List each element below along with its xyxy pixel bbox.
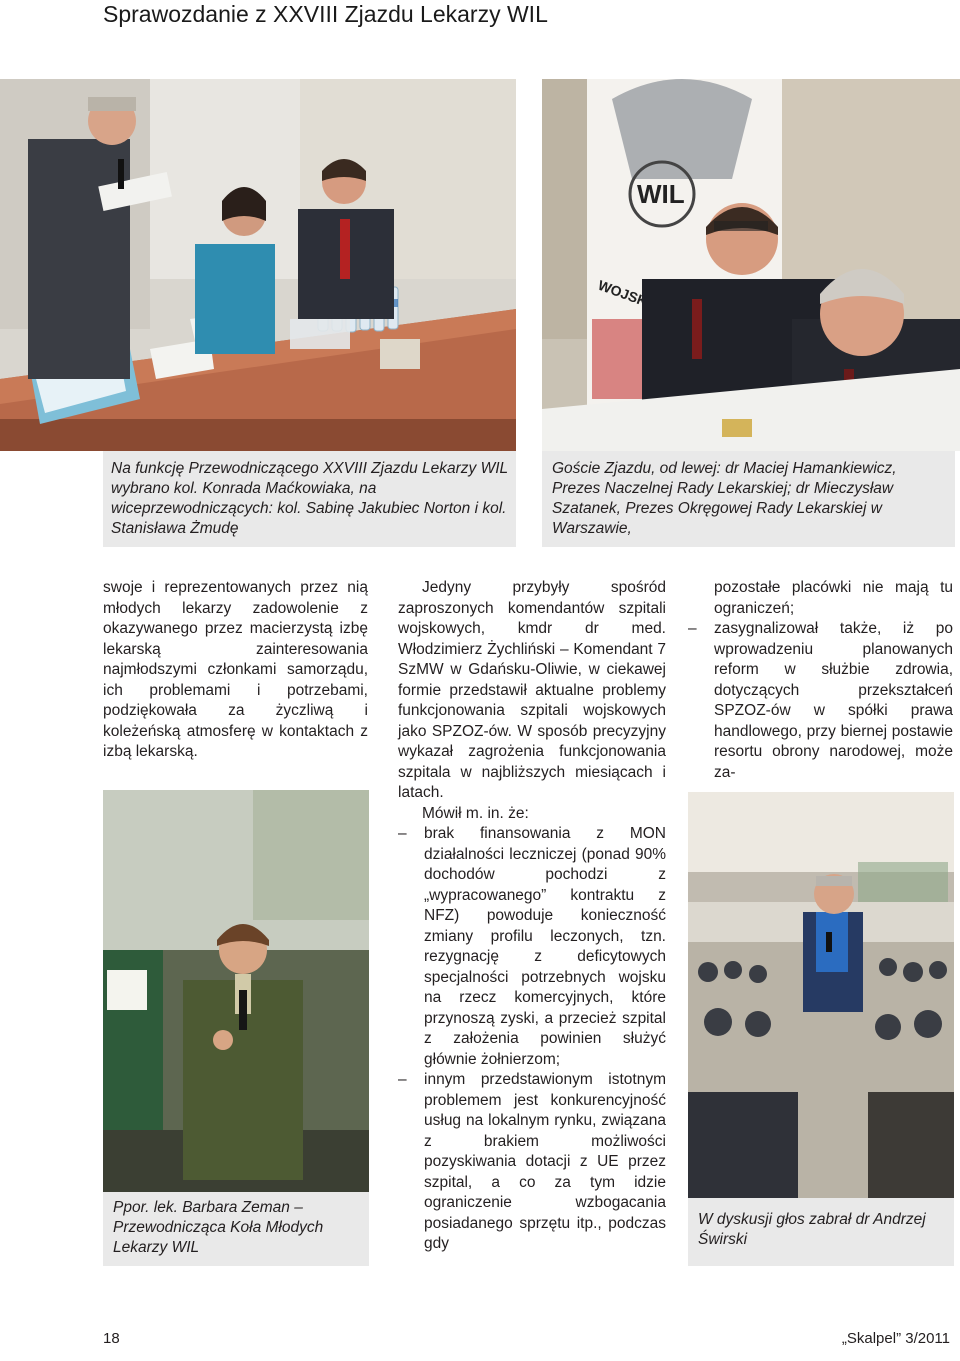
photo-guests [542,79,960,451]
bullet-text-2: innym przedstawionym istotnym problemem jest konkurencyjność usług na lokalnym rynku, związana z brakiem możliwości pozyskiwania dotacji z UE przez szpital, a co za tym idzie ograniczenie wzbogacania posiadanego sprzętu itp., podczas gdy [424,1071,666,1252]
magazine-issue: „Skalpel” 3/2011 [841,1330,950,1347]
photo-barbara-zeman-image [103,790,369,1192]
article-column-3 [688,578,953,783]
caption-mid-left-text: Ppor. lek. Barbara Zeman – Przewodnicząca Koła Młodych Lekarzy WIL [113,1199,324,1256]
caption-top-left [103,451,516,547]
banner-wil-text: WIL [637,179,685,209]
banner-sub-text: WOJSKOWA [595,276,681,321]
caption-top-right [542,451,955,547]
photo-barbara-zeman [103,790,369,1192]
caption-mid-left [103,1192,369,1266]
bullet-item [398,1070,666,1255]
photo-guests-image [542,79,960,451]
page-title: Sprawozdanie z XXVIII Zjazdu Lekarzy WIL [103,1,548,27]
article-column-2 [398,578,666,1255]
paragraph-col3-intro: pozostałe placówki nie mają tu ograniczeń; [714,579,953,617]
paragraph-col2-intro: Jedyny przybyły spośród zaproszonych komendantów szpitali wojskowych, kmdr dr med. Włodzimierz Żychliński – Komendant 7 SzMW w Gdańsku-Oliwie, w ciekawej formie przedstawił aktualne problemy funkcjonowania szpitali wojskowych jako SPZOZ-ów. W sposób precyzyjny wykazał zagrożenia funkcjonowania szpitala w najbliższych miesiącach i latach. [398,579,666,801]
photo-andrzej-swirski [688,792,954,1198]
caption-top-left-text: Na funkcję Przewodniczącego XXVIII Zjazdu Lekarzy WIL wybrano kol. Konrada Maćkowiaka, na wiceprzewodniczących: kol. Sabinę Jakubiec Norton i kol. Stanisława Żmudę [111,460,508,537]
bullet-item [688,619,953,783]
bullet-item [398,824,666,1070]
caption-mid-right-text: W dyskusji głos zabrał dr Andrzej Świrski [698,1211,926,1248]
page-number: 18 [103,1330,120,1347]
bullet-text-1: brak finansowania z MON działalności leczniczej (ponad 90% dochodów pochodzi z „wypracowanego” kontraktu z NFZ) powoduje konieczność zmiany profilu leczonych, tzn. rezygnację z deficytowych specjalności potrzebnych wojsku na rzecz komercyjnych, które przynoszą zyski, a przecież szpital z założenia powinien służyć głównie żołnierzom; [424,825,666,1068]
article-column-1 [103,578,368,763]
paragraph-col2-said: Mówił m. in. że: [422,804,529,822]
bullet-dash: – [398,1071,407,1088]
caption-mid-right [688,1198,954,1266]
bullet-text-3: zasygnalizował także, iż po wprowadzeniu planowanych reform w służbie zdrowia, dotyczących przekształceń SPZOZ-ów w spółki prawa handlowego, przy biernej postawie resortu obrony narodowej, może za- [714,620,953,781]
bullet-dash: – [688,620,697,637]
photo-presidium-image [0,79,516,451]
bullet-dash: – [398,825,407,842]
photo-presidium [0,79,516,451]
caption-top-right-text: Goście Zjazdu, od lewej: dr Maciej Hamankiewicz, Prezes Naczelnej Rady Lekarskiej; dr Mieczysław Szatanek, Prezes Okręgowej Rady Lekarskiej w Warszawie, [552,460,897,537]
paragraph-col1: swoje i reprezentowanych przez nią młodych lekarzy zadowolenie z okazywanego przez macierzystą izbę lekarską zainteresowania najmłodszymi członkami samorządu, ich problemami i potrzebami, podziękowała za życzliwą i koleżeńską atmosferę w kontaktach z izbą lekarską. [103,579,368,760]
photo-andrzej-swirski-image [688,792,954,1198]
